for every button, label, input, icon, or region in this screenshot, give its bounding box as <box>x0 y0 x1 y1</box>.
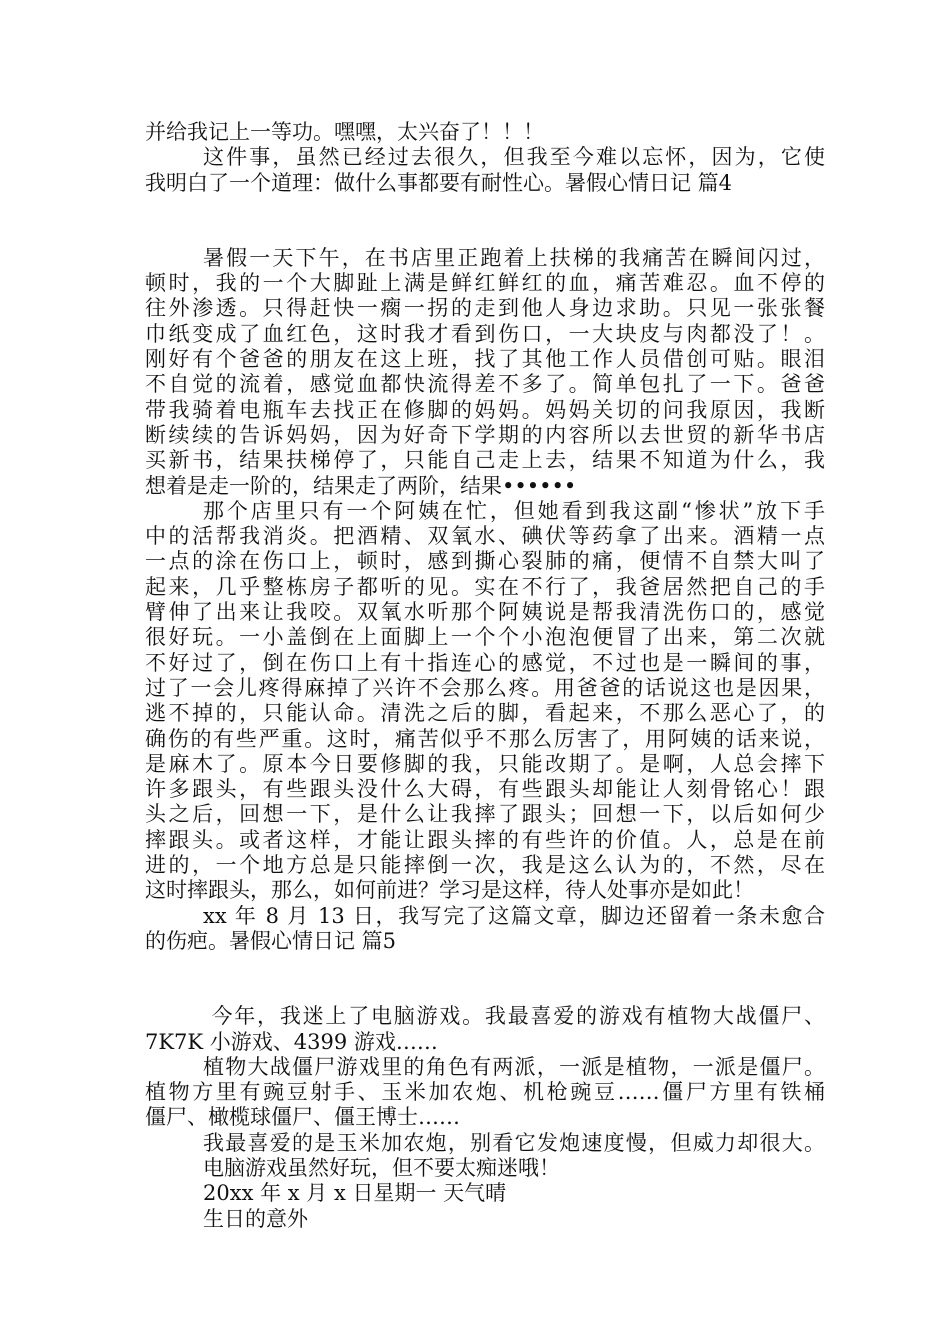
text-line: 20xx 年 x 月 x 日星期一 天气晴 <box>203 1181 507 1206</box>
text-line: 植物方里有豌豆射手、玉米加农炮、机枪豌豆……僵尸方里有铁桶 <box>145 1080 825 1105</box>
text-line: 刚好有个爸爸的朋友在这上班，找了其他工作人员借创可贴。眼泪 <box>145 347 825 372</box>
text-line: 暑假一天下午，在书店里正跑着上扶梯的我痛苦在瞬间闪过， <box>203 245 825 270</box>
text-line: 这件事，虽然已经过去很久，但我至今难以忘怀，因为，它使 <box>203 145 825 170</box>
text-line: 不好过了，倒在伤口上有十指连心的感觉，不过也是一瞬间的事， <box>145 650 825 675</box>
text-line: 很好玩。一小盖倒在上面脚上一个个小泡泡便冒了出来，第二次就 <box>145 625 825 650</box>
text-line: 过了一会儿疼得麻掉了兴许不会那么疼。用爸爸的话说这也是因果， <box>145 675 825 700</box>
text-line: 那个店里只有一个阿姨在忙，但她看到我这副“惨状”放下手 <box>203 498 825 523</box>
text-line: 进的，一个地方总是只能摔倒一次，我是这么认为的，不然，尽在 <box>145 853 825 878</box>
text-line: 许多跟头，有些跟头没什么大碍，有些跟头却能让人刻骨铭心！跟 <box>145 777 825 802</box>
text-line: 确伤的有些严重。这时，痛苦似乎不那么厉害了，用阿姨的话来说， <box>145 726 825 751</box>
text-line: 头之后，回想一下，是什么让我摔了跟头；回想一下，以后如何少 <box>145 802 825 827</box>
text-line: 带我骑着电瓶车去找正在修脚的妈妈。妈妈关切的问我原因，我断 <box>145 397 825 422</box>
text-line: 往外渗透。只得赶快一瘸一拐的走到他人身边求助。只见一张张餐 <box>145 296 825 321</box>
text-line: 是麻木了。原本今日要修脚的我，只能改期了。是啊，人总会摔下 <box>145 751 825 776</box>
text-line: 的伤疤。暑假心情日记 篇5 <box>145 928 397 953</box>
text-line: 买新书，结果扶梯停了，只能自己走上去，结果不知道为什么，我 <box>145 448 825 473</box>
text-line: xx 年 8 月 13 日，我写完了这篇文章，脚边还留着一条未愈合 <box>203 903 825 928</box>
text-line: 生日的意外 <box>203 1206 308 1231</box>
text-line: 巾纸变成了血红色，这时我才看到伤口，一大块皮与肉都没了！。 <box>145 321 825 346</box>
text-line: 想着是走一阶的，结果走了两阶，结果•••••• <box>145 473 577 498</box>
text-line: 臂伸了出来让我咬。双氧水听那个阿姨说是帮我清洗伤口的，感觉 <box>145 600 825 625</box>
text-line: 7K7K 小游戏、4399 游戏…… <box>145 1029 438 1054</box>
text-line: 我最喜爱的是玉米加农炮，别看它发炮速度慢，但威力却很大。 <box>203 1130 825 1155</box>
document-body <box>145 120 825 1232</box>
text-line: 我明白了一个道理：做什么事都要有耐性心。暑假心情日记 篇4 <box>145 170 733 195</box>
text-line: 并给我记上一等功。嘿嘿，太兴奋了！！！ <box>145 120 544 144</box>
text-line: 植物大战僵尸游戏里的角色有两派，一派是植物，一派是僵尸。 <box>203 1054 825 1079</box>
text-line: 电脑游戏虽然好玩，但不要太痴迷哦！ <box>203 1155 560 1180</box>
text-line: 中的活帮我消炎。把酒精、双氧水、碘伏等药拿了出来。酒精一点 <box>145 524 825 549</box>
text-line: 不自觉的流着，感觉血都快流得差不多了。简单包扎了一下。爸爸 <box>145 372 825 397</box>
text-line: 僵尸、橄榄球僵尸、僵王博士…… <box>145 1105 460 1130</box>
text-line: 起来，几乎整栋房子都听的见。实在不行了，我爸居然把自己的手 <box>145 574 825 599</box>
text-line: 一点的涂在伤口上，顿时，感到撕心裂肺的痛，便情不自禁大叫了 <box>145 549 825 574</box>
text-line: 逃不掉的，只能认命。清洗之后的脚，看起来，不那么恶心了，的 <box>145 701 825 726</box>
text-line: 今年，我迷上了电脑游戏。我最喜爱的游戏有植物大战僵尸、 <box>203 1004 825 1029</box>
text-line: 断续续的告诉妈妈，因为好奇下学期的内容所以去世贸的新华书店 <box>145 422 825 447</box>
text-line: 这时摔跟头，那么，如何前进？学习是这样，待人处事亦是如此！ <box>145 878 754 903</box>
text-line: 顿时，我的一个大脚趾上满是鲜红鲜红的血，痛苦难忍。血不停的 <box>145 271 825 296</box>
text-line: 摔跟头。或者这样，才能让跟头摔的有些许的价值。人，总是在前 <box>145 827 825 852</box>
